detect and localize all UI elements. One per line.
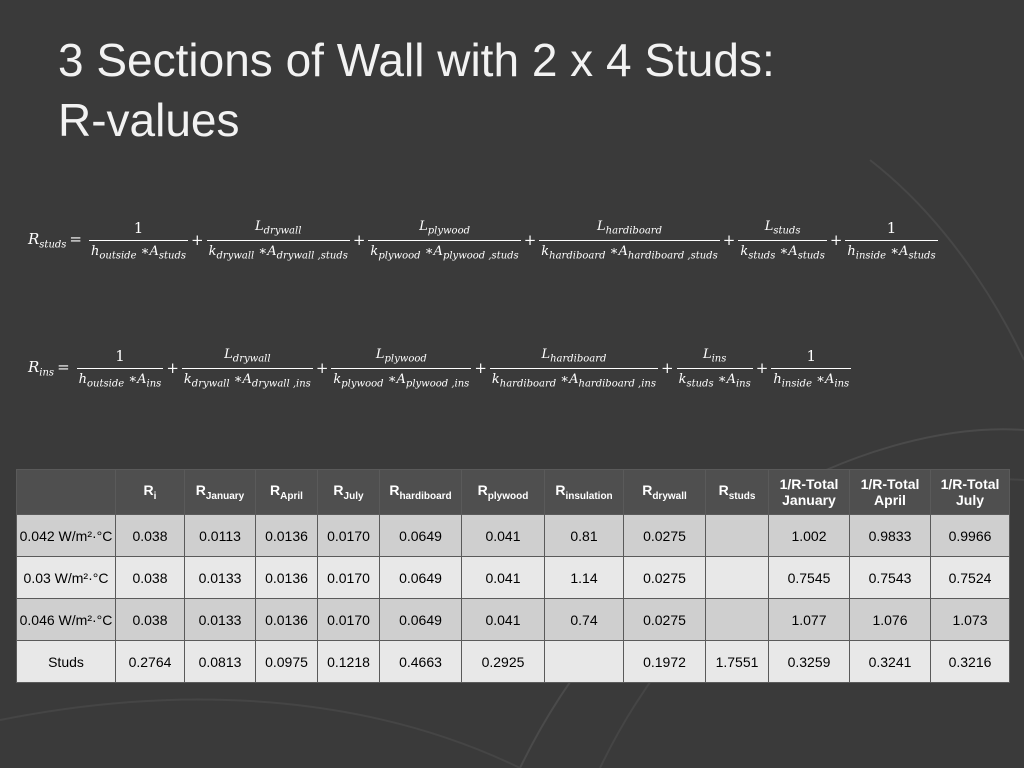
denominator-symbol <box>208 243 255 262</box>
denominator-symbol-symbol: ∗A <box>609 243 628 259</box>
column-header-label: R <box>195 482 206 499</box>
table-row <box>17 641 1010 683</box>
table-cell: 0.2925 <box>462 641 545 683</box>
plus-sign: + <box>166 359 179 377</box>
numerator-symbol-subscript: hardiboard <box>605 225 662 237</box>
table-cell <box>706 599 769 641</box>
plus-sign: + <box>315 359 329 377</box>
fraction-denominator <box>539 240 719 262</box>
denominator-symbol <box>816 371 850 390</box>
plus-sign: + <box>474 359 487 377</box>
denominator-symbol-subscript: hardiboard <box>499 378 557 390</box>
fraction-term <box>207 219 350 261</box>
denominator-symbol-subscript: hardiboard <box>549 250 606 262</box>
column-header-subscript: hardiboard <box>399 490 452 502</box>
numerator-symbol <box>764 218 801 237</box>
table-cell: 0.0136 <box>256 557 318 599</box>
fraction-numerator <box>885 219 899 240</box>
column-header-subscript: i <box>153 490 157 502</box>
denominator-symbol <box>424 243 519 262</box>
numerator-symbol-symbol: L <box>541 346 551 362</box>
table-cell: 0.0170 <box>318 599 380 641</box>
denominator-symbol-symbol: ∗A <box>890 243 909 259</box>
denominator-symbol <box>890 243 936 262</box>
plus-sign: + <box>523 231 537 249</box>
fraction-term <box>77 347 164 390</box>
table-cell: 0.0975 <box>256 641 318 683</box>
table-cell: 1.7551 <box>706 641 769 683</box>
denominator-symbol-subscript: studs <box>797 250 825 262</box>
numerator-symbol-symbol: 1 <box>886 218 897 237</box>
fraction-term <box>490 347 658 389</box>
fraction-numerator <box>113 347 127 368</box>
denominator-symbol-subscript: hardiboard ,ins <box>578 378 656 390</box>
fraction-term <box>539 219 719 261</box>
fraction-denominator <box>182 368 313 390</box>
column-header-label: R <box>389 482 400 499</box>
denominator-symbol <box>847 243 887 262</box>
fraction-denominator <box>207 240 350 262</box>
denominator-symbol-symbol: k <box>740 243 749 259</box>
fraction-denominator <box>845 240 937 262</box>
denominator-symbol-symbol: ∗A <box>779 243 798 259</box>
table-cell: 0.2764 <box>116 641 185 683</box>
fraction-denominator <box>738 240 827 262</box>
denominator-symbol-symbol: k <box>491 371 500 387</box>
fraction-numerator <box>253 219 303 240</box>
fraction-numerator <box>804 347 818 368</box>
title-line-2: R-values <box>58 94 240 146</box>
table-cell: 0.7545 <box>769 557 850 599</box>
table-cell: 0.3259 <box>769 641 850 683</box>
table-cell: 0.81 <box>545 515 624 557</box>
table-cell: 0.0649 <box>380 557 462 599</box>
column-header <box>769 470 850 515</box>
plus-sign: + <box>722 231 736 249</box>
denominator-symbol-subscript: drywall ,studs <box>276 250 348 262</box>
numerator-symbol-symbol: L <box>419 218 428 234</box>
denominator-symbol-symbol: k <box>541 243 550 259</box>
numerator-symbol-symbol: L <box>224 346 233 362</box>
numerator-symbol-symbol: L <box>702 346 712 362</box>
denominator-symbol <box>91 243 137 262</box>
denominator-symbol-subscript: plywood ,ins <box>405 378 470 390</box>
plus-sign: + <box>829 231 843 249</box>
numerator-symbol-subscript: plywood <box>384 353 427 365</box>
numerator-symbol-subscript: ins <box>711 353 727 365</box>
numerator-symbol <box>886 218 897 237</box>
table-row <box>17 557 1010 599</box>
table-cell: 0.0275 <box>624 557 706 599</box>
table-header-row <box>17 470 1010 515</box>
column-header-label: 1/R-Total January <box>779 476 839 508</box>
table-cell <box>706 557 769 599</box>
denominator-symbol-symbol: k <box>333 371 342 387</box>
column-header-label: R <box>143 482 154 499</box>
numerator-symbol <box>115 346 125 365</box>
denominator-symbol-subscript: ins <box>834 378 850 390</box>
numerator-symbol-symbol: L <box>764 218 774 234</box>
fraction-term <box>771 347 851 390</box>
denominator-symbol <box>258 243 348 262</box>
denominator-symbol <box>370 243 421 262</box>
table-cell: 0.9833 <box>850 515 931 557</box>
denominator-symbol-symbol: ∗A <box>140 243 159 259</box>
fraction-term <box>677 347 753 389</box>
table-cell: 0.0113 <box>185 515 256 557</box>
column-header-subscript: plywood <box>487 490 529 502</box>
column-header <box>462 470 545 515</box>
fraction-denominator <box>89 240 188 262</box>
table-cell: 1.073 <box>931 599 1010 641</box>
column-header-subscript: insulation <box>565 490 613 502</box>
lhs-symbol-subscript: studs <box>39 239 67 251</box>
numerator-symbol-subscript: drywall <box>232 353 271 365</box>
numerator-symbol <box>597 218 662 237</box>
table-cell: 1.14 <box>545 557 624 599</box>
denominator-symbol-symbol: ∗A <box>816 371 835 387</box>
denominator-symbol <box>491 371 557 390</box>
table-cell: 0.0275 <box>624 599 706 641</box>
denominator-symbol <box>560 371 656 390</box>
numerator-symbol <box>806 346 817 365</box>
table-cell: 0.0136 <box>256 599 318 641</box>
numerator-symbol-subscript: drywall <box>263 225 302 237</box>
table-cell: 0.0649 <box>380 599 462 641</box>
fraction-numerator <box>132 219 146 240</box>
denominator-symbol <box>387 371 470 390</box>
denominator-symbol <box>678 371 714 390</box>
column-header <box>380 470 462 515</box>
denominator-symbol-subscript: plywood ,studs <box>442 250 519 262</box>
denominator-symbol-symbol: h <box>78 371 88 387</box>
denominator-symbol <box>717 371 751 390</box>
denominator-symbol <box>740 243 776 262</box>
denominator-symbol-subscript: hardiboard ,studs <box>627 250 718 262</box>
denominator-symbol-subscript: inside <box>855 250 887 262</box>
plus-sign: + <box>191 231 204 249</box>
table-cell: 1.002 <box>769 515 850 557</box>
table-cell: 0.038 <box>116 599 185 641</box>
column-header <box>185 470 256 515</box>
denominator-symbol-subscript: inside <box>781 378 812 390</box>
denominator-symbol-symbol: h <box>773 371 782 387</box>
table-cell: 0.0275 <box>624 515 706 557</box>
denominator-symbol-symbol: ∗A <box>717 371 736 387</box>
numerator-symbol-symbol: 1 <box>115 346 125 365</box>
table-cell <box>545 641 624 683</box>
fraction-numerator <box>374 347 429 368</box>
table-cell: 0.0170 <box>318 515 380 557</box>
table-cell: 0.1972 <box>624 641 706 683</box>
numerator-symbol-subscript: plywood <box>427 225 470 237</box>
table-cell: 0.041 <box>462 557 545 599</box>
denominator-symbol-subscript: outside <box>87 378 125 390</box>
denominator-symbol-symbol: ∗A <box>424 243 443 259</box>
numerator-symbol <box>419 218 470 237</box>
fraction-numerator <box>595 219 664 240</box>
denominator-symbol-subscript: outside <box>99 250 137 262</box>
table-cell: 0.3216 <box>931 641 1010 683</box>
column-header <box>318 470 380 515</box>
denominator-symbol <box>609 243 718 262</box>
denominator-symbol-subscript: ins <box>146 378 162 390</box>
table-cell: 0.7543 <box>850 557 931 599</box>
denominator-symbol-subscript: studs <box>158 250 187 262</box>
lhs-symbol <box>28 357 55 379</box>
denominator-symbol-subscript: plywood <box>378 250 421 262</box>
fraction-term <box>331 347 471 389</box>
equals-sign: = <box>69 229 82 248</box>
table-cell: 1.076 <box>850 599 931 641</box>
lhs-symbol-symbol: R <box>28 357 40 376</box>
column-header <box>931 470 1010 515</box>
equals-sign: = <box>57 357 70 376</box>
slide-title <box>58 30 998 150</box>
numerator-symbol-subscript: hardiboard <box>550 353 607 365</box>
denominator-symbol-symbol: ∗A <box>128 371 147 387</box>
fraction-denominator <box>677 368 753 390</box>
plus-sign: + <box>352 231 366 249</box>
r-ins-equation <box>28 340 851 396</box>
numerator-symbol-symbol: 1 <box>133 218 144 237</box>
numerator-symbol-subscript: studs <box>773 225 801 237</box>
denominator-symbol-subscript: plywood <box>341 378 384 390</box>
denominator-symbol-subscript: studs <box>748 250 776 262</box>
fraction-numerator <box>417 219 472 240</box>
denominator-symbol <box>140 243 187 262</box>
column-header <box>256 470 318 515</box>
denominator-symbol-subscript: studs <box>908 250 936 262</box>
fraction-denominator <box>368 240 520 262</box>
table-cell: 0.0133 <box>185 599 256 641</box>
denominator-symbol-subscript: drywall <box>216 250 255 262</box>
plus-sign: + <box>755 359 769 377</box>
numerator-symbol-symbol: L <box>375 346 385 362</box>
column-header <box>850 470 931 515</box>
numerator-symbol <box>255 218 302 237</box>
denominator-symbol-subscript: drywall <box>191 378 230 390</box>
r-studs-equation <box>28 212 938 268</box>
column-header-label: 1/R-Total April <box>860 476 920 508</box>
fraction-term <box>368 219 520 261</box>
lhs-symbol-symbol: R <box>28 229 40 248</box>
table-cell: 0.7524 <box>931 557 1010 599</box>
table-body <box>17 515 1010 683</box>
column-header-subscript: January <box>205 490 245 502</box>
r-values-table <box>16 469 1010 683</box>
plus-sign: + <box>661 359 674 377</box>
numerator-symbol <box>702 346 727 365</box>
numerator-symbol <box>224 346 271 365</box>
column-header <box>624 470 706 515</box>
fraction-denominator <box>331 368 471 390</box>
table-cell: 0.038 <box>116 557 185 599</box>
fraction-term <box>845 219 937 262</box>
denominator-symbol <box>773 371 812 390</box>
numerator-symbol <box>375 346 427 365</box>
table-cell: 0.74 <box>545 599 624 641</box>
denominator-symbol-subscript: drywall ,ins <box>251 378 311 390</box>
numerator-symbol-symbol: L <box>597 218 606 234</box>
table-cell: 0.4663 <box>380 641 462 683</box>
table-cell: 0.3241 <box>850 641 931 683</box>
denominator-symbol <box>128 371 162 390</box>
column-header-label: R <box>333 482 344 499</box>
column-header-subscript: July <box>343 490 364 502</box>
table-cell: 0.0133 <box>185 557 256 599</box>
column-header <box>545 470 624 515</box>
denominator-symbol-symbol: ∗A <box>387 371 406 387</box>
denominator-symbol <box>779 243 825 262</box>
denominator-symbol-symbol: k <box>208 243 217 259</box>
column-header-subscript: drywall <box>652 490 687 502</box>
column-header-label: R <box>718 482 729 499</box>
denominator-symbol-subscript: ins <box>735 378 751 390</box>
column-header-label: 1/R-Total July <box>940 476 1000 508</box>
table-cell: 0.0136 <box>256 515 318 557</box>
denominator-symbol-symbol: ∗A <box>560 371 579 387</box>
column-header-subscript: studs <box>728 490 756 502</box>
table-cell: 0.0813 <box>185 641 256 683</box>
column-header-label: R <box>477 482 488 499</box>
fraction-term <box>738 219 827 261</box>
row-label-cell: 0.046 W/m²·°C <box>17 599 116 641</box>
title-line-1: 3 Sections of Wall with 2 x 4 Studs: <box>58 34 775 86</box>
column-header-subscript: April <box>280 490 303 502</box>
denominator-symbol-symbol: k <box>370 243 379 259</box>
column-header-label: R <box>555 482 566 499</box>
row-label-cell: 0.03 W/m²·°C <box>17 557 116 599</box>
column-header <box>116 470 185 515</box>
fraction-denominator <box>490 368 658 390</box>
fraction-numerator <box>539 347 608 368</box>
lhs-symbol-subscript: ins <box>39 367 55 379</box>
row-label-cell: Studs <box>17 641 116 683</box>
table-cell: 0.0170 <box>318 557 380 599</box>
fraction-numerator <box>701 347 728 368</box>
column-header-label: R <box>642 482 653 499</box>
column-header <box>17 470 116 515</box>
denominator-symbol-symbol: k <box>678 371 687 387</box>
numerator-symbol-symbol: L <box>255 218 264 234</box>
fraction-term <box>89 219 188 262</box>
table-cell <box>706 515 769 557</box>
denominator-symbol-symbol: k <box>183 371 192 387</box>
table-cell: 0.038 <box>116 515 185 557</box>
column-header-label: R <box>270 482 281 499</box>
column-header <box>706 470 769 515</box>
row-label-cell: 0.042 W/m²·°C <box>17 515 116 557</box>
lhs-symbol <box>28 229 67 251</box>
denominator-symbol-subscript: studs <box>686 378 714 390</box>
equation-lhs <box>28 358 73 379</box>
denominator-symbol-symbol: h <box>91 243 100 259</box>
table-cell: 0.1218 <box>318 641 380 683</box>
numerator-symbol <box>133 218 144 237</box>
denominator-symbol <box>541 243 606 262</box>
table-cell: 0.0649 <box>380 515 462 557</box>
denominator-symbol <box>233 371 311 390</box>
fraction-numerator <box>222 347 272 368</box>
denominator-symbol <box>183 371 230 390</box>
denominator-symbol-symbol: h <box>847 243 856 259</box>
table-cell: 1.077 <box>769 599 850 641</box>
denominator-symbol-symbol: ∗A <box>258 243 277 259</box>
numerator-symbol-symbol: 1 <box>806 346 817 365</box>
table-cell: 0.041 <box>462 515 545 557</box>
numerator-symbol <box>541 346 607 365</box>
table-cell: 0.041 <box>462 599 545 641</box>
fraction-term <box>182 347 313 389</box>
denominator-symbol <box>333 371 384 390</box>
fraction-numerator <box>763 219 803 240</box>
equation-lhs <box>28 230 85 251</box>
denominator-symbol-symbol: ∗A <box>233 371 252 387</box>
fraction-denominator <box>771 368 851 390</box>
table-row <box>17 599 1010 641</box>
table-row <box>17 515 1010 557</box>
denominator-symbol <box>78 371 125 390</box>
table-cell: 0.9966 <box>931 515 1010 557</box>
fraction-denominator <box>77 368 164 390</box>
